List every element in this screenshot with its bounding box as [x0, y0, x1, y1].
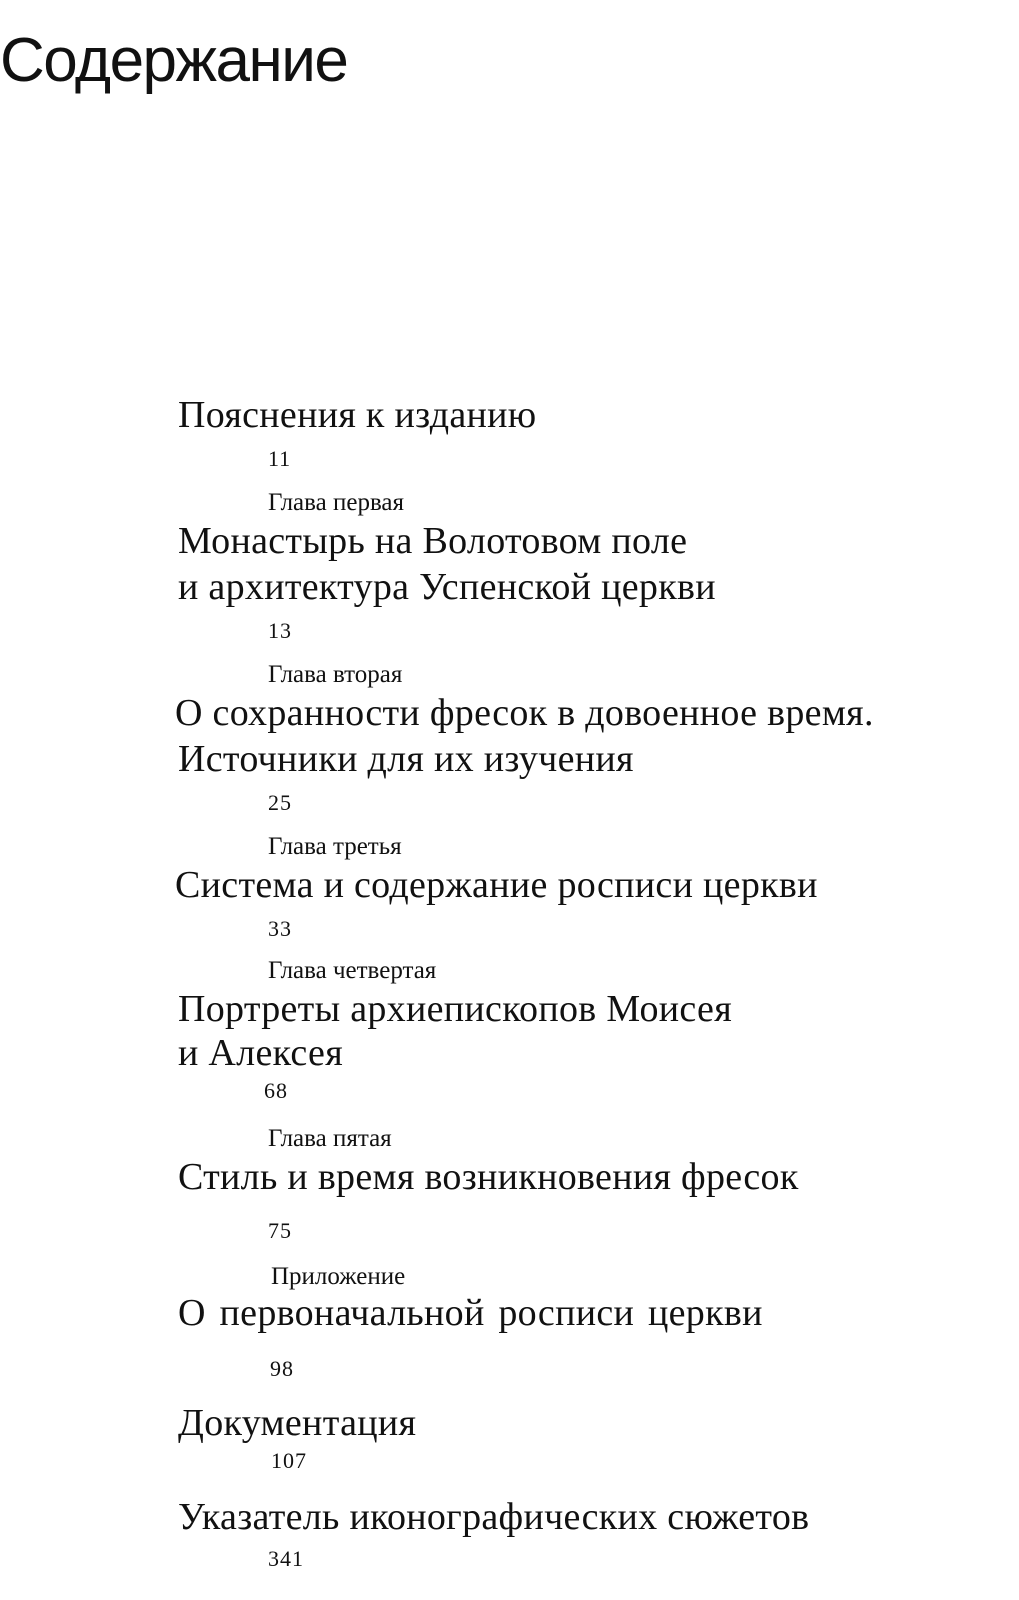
toc-page-number: 11 — [268, 446, 292, 471]
toc-page-number: 98 — [270, 1356, 294, 1381]
toc-chapter-label: Глава первая — [268, 489, 405, 516]
toc-entry-explanations[interactable] — [178, 392, 1008, 471]
toc-entry-title-line-1: О первоначальной росписи церкви — [178, 1292, 763, 1334]
toc-entry-title-line-2: и архитектура Успенской церкви — [178, 566, 716, 608]
toc-entry-title-line-1: О сохранности фресок в довоенное время. — [175, 692, 874, 734]
toc-page-number: 68 — [264, 1078, 288, 1103]
toc-entry-title-line-2: и Алексея — [178, 1032, 343, 1074]
toc-entry-title-line-1: Стиль и время возникновения фресок — [178, 1156, 799, 1198]
page-title: Содержание — [0, 26, 348, 95]
toc-appendix-label: Приложение — [271, 1263, 406, 1290]
toc-page-number: 341 — [268, 1546, 304, 1571]
toc-chapter-label: Глава вторая — [268, 661, 403, 688]
toc-page-number: 33 — [268, 916, 292, 941]
toc-entry-title-line-1: Портреты архиепископов Моисея — [178, 988, 732, 1030]
toc-entry-title-line-1: Документация — [178, 1402, 417, 1444]
toc-chapter-label: Глава третья — [268, 833, 402, 860]
toc-entry-title-line-1: Монастырь на Волотовом поле — [178, 520, 688, 562]
toc-page-number: 25 — [268, 790, 292, 815]
toc-chapter-label: Глава четвертая — [268, 957, 437, 984]
toc-entry-title-line-1: Система и содержание росписи церкви — [175, 864, 818, 906]
toc-entry-title-line-1: Пояснения к изданию — [178, 394, 537, 436]
toc-page-number: 13 — [268, 618, 292, 643]
toc-chapter-label: Глава пятая — [268, 1125, 392, 1152]
toc-entry-title-line-1: Указатель иконографических сюжетов — [178, 1496, 810, 1538]
toc-page-number: 107 — [271, 1448, 307, 1473]
toc-entry-title-line-2: Источники для их изучения — [178, 738, 634, 780]
toc-page-number: 75 — [268, 1218, 292, 1243]
